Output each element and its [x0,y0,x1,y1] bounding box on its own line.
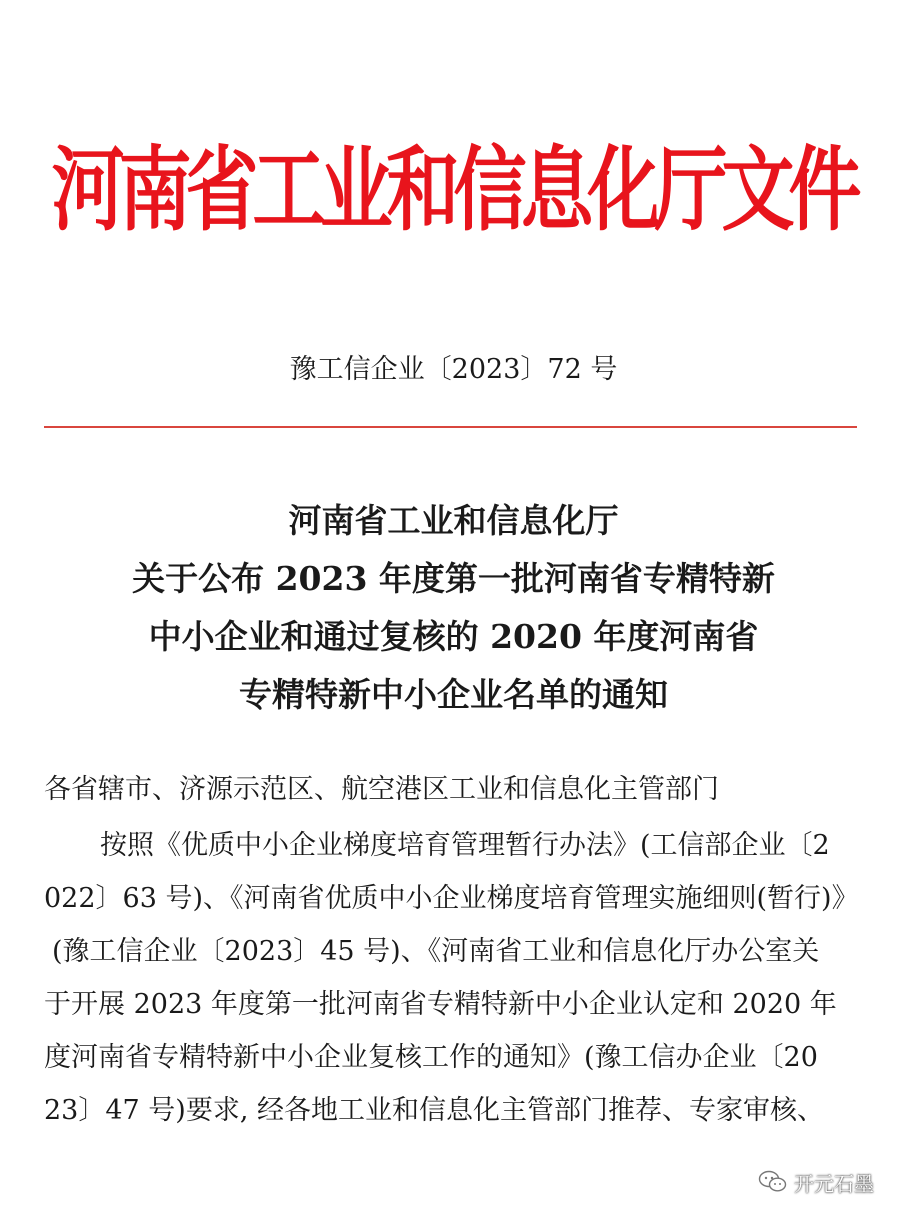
body-text-line: (豫工信企业〔2023〕45 号)、《河南省工业和信息化厅办公室关 [52,936,820,967]
red-divider [44,426,857,428]
body-text-line: 022〕63 号)、《河南省优质中小企业梯度培育管理实施细则(暂行)》 [44,883,859,914]
notice-title-line: 关于公布 2023 年度第一批河南省专精特新 [132,559,775,598]
body-text-line: 23〕47 号)要求, 经各地工业和信息化主管部门推荐、专家审核、 [44,1095,824,1126]
watermark [758,1162,874,1202]
notice-title-line: 河南省工业和信息化厅 [288,501,619,540]
watermark-text: 开元石墨 [794,1171,874,1196]
notice-title-line: 中小企业和通过复核的 2020 年度河南省 [148,617,759,656]
notice-title [0,492,907,724]
document-header-title: 河南省工业和信息化厅文件 [51,137,856,244]
notice-title-line: 专精特新中小企业名单的通知 [239,675,668,714]
body-text-line: 度河南省专精特新中小企业复核工作的通知》(豫工信办企业〔20 [44,1042,818,1073]
wechat-icon [758,1169,788,1195]
document-number: 豫工信企业〔2023〕72 号 [289,354,618,385]
body-text-line: 按照《优质中小企业梯度培育管理暂行办法》(工信部企业〔2 [100,830,830,861]
body-text-line: 于开展 2023 年度第一批河南省专精特新中小企业认定和 2020 年 [44,989,837,1020]
addressee: 各省辖市、济源示范区、航空港区工业和信息化主管部门 [44,774,719,805]
